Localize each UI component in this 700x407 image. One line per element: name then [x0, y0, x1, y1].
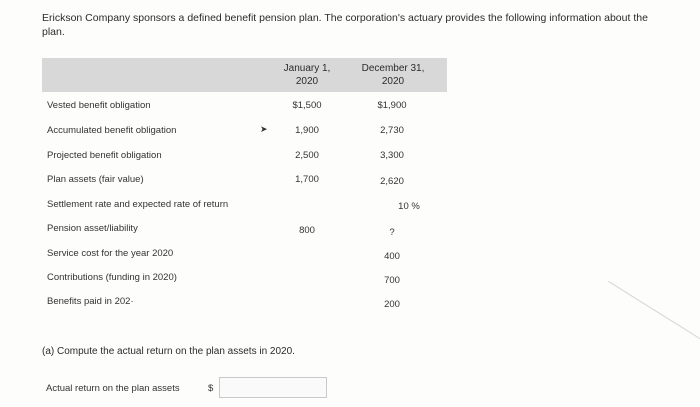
- question-a: (a) Compute the actual return on the plan assets in 2020.: [42, 346, 295, 357]
- column-header-jan-line2: 2020: [295, 76, 319, 87]
- problem-intro: Erickson Company sponsors a defined benefit pension plan. The corporation's actuary provides the following information about the plan.: [42, 12, 648, 38]
- cell-accumulated-jan: 1,900: [295, 125, 319, 136]
- currency-symbol: $: [208, 383, 214, 394]
- column-header-dec-line1: December 31,: [361, 63, 425, 74]
- column-header-dec-line2: 2020: [381, 76, 405, 87]
- table-header: [42, 58, 447, 92]
- column-header-jan: [277, 62, 337, 88]
- cell-pension-asset-jan: 800: [299, 225, 315, 236]
- cell-plan-assets-jan: 1,700: [295, 174, 319, 185]
- cell-benefits-paid-dec: 200: [384, 299, 400, 310]
- row-label-projected: Projected benefit obligation: [47, 150, 162, 161]
- cell-projected-jan: 2,500: [295, 150, 319, 161]
- cell-contributions-dec: 700: [384, 275, 400, 286]
- column-header-jan-line1: January 1,: [283, 63, 331, 74]
- row-label-plan-assets: Plan assets (fair value): [47, 174, 144, 185]
- row-label-vested: Vested benefit obligation: [47, 100, 151, 111]
- cell-vested-jan: $1,500: [292, 100, 322, 111]
- decorative-line: [608, 281, 700, 340]
- row-label-settlement-rate: Settlement rate and expected rate of return: [47, 199, 229, 210]
- row-label-service-cost: Service cost for the year 2020: [47, 248, 174, 259]
- answer-label: Actual return on the plan assets: [46, 383, 180, 394]
- row-label-pension-asset: Pension asset/liability: [47, 223, 138, 234]
- cell-vested-dec: $1,900: [377, 100, 407, 111]
- actual-return-input[interactable]: [219, 377, 327, 398]
- column-header-dec: [357, 62, 429, 88]
- row-label-accumulated: Accumulated benefit obligation: [47, 125, 177, 136]
- cursor-arrow-icon: ➤: [260, 124, 268, 134]
- cell-projected-dec: 3,300: [380, 150, 404, 161]
- cell-pension-asset-dec: ?: [389, 227, 395, 238]
- cell-plan-assets-dec: 2,620: [380, 176, 404, 187]
- cell-service-cost-dec: 400: [384, 251, 400, 262]
- row-label-contributions: Contributions (funding in 2020): [47, 272, 177, 283]
- cell-accumulated-dec: 2,730: [380, 125, 404, 136]
- cell-settlement-rate-dec: 10 %: [398, 201, 420, 212]
- row-label-benefits-paid: Benefits paid in 202·: [47, 296, 134, 307]
